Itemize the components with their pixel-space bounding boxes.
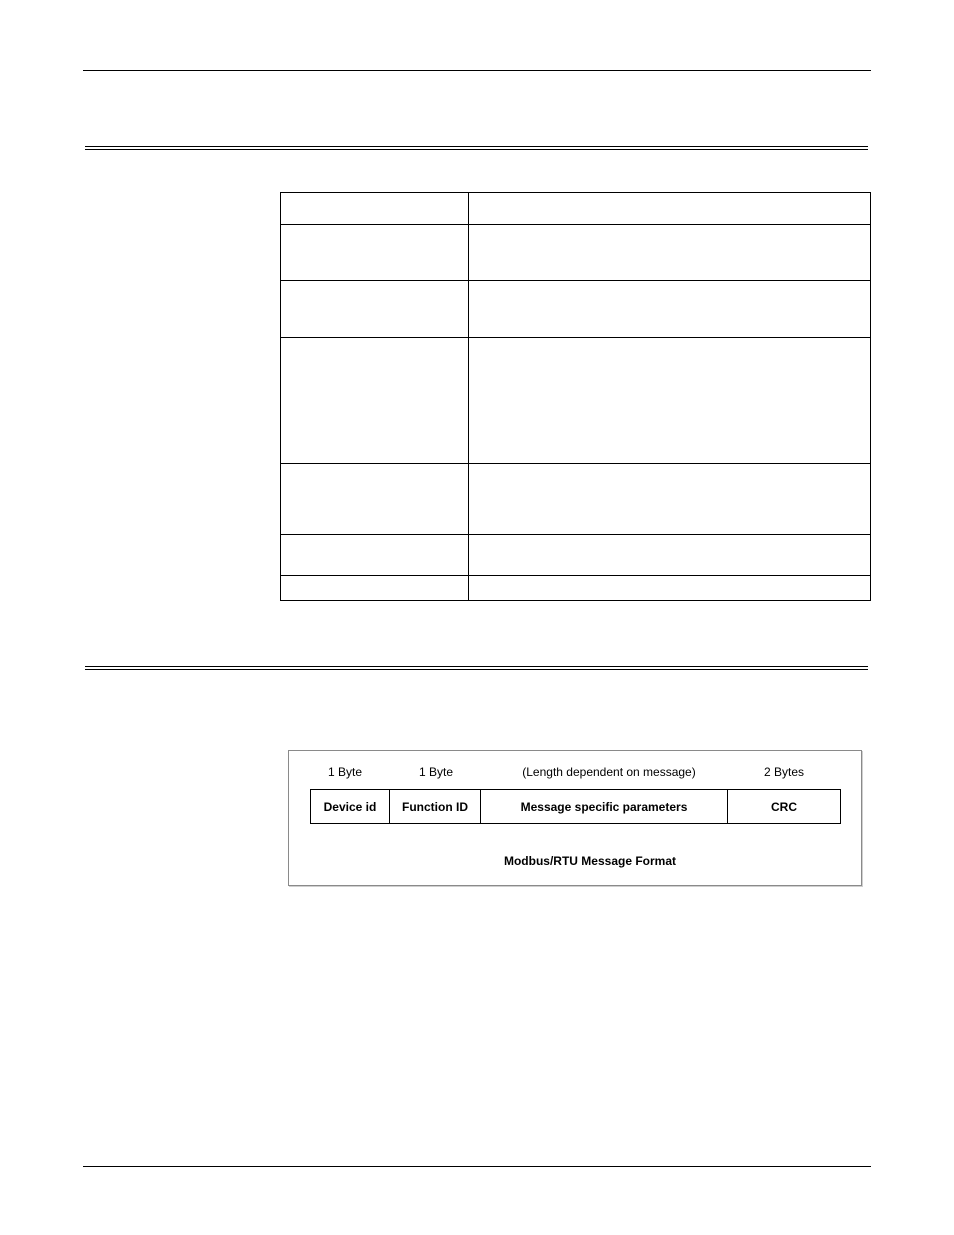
table-cell xyxy=(281,464,469,535)
table-cell xyxy=(469,338,871,464)
function-id-field: Function ID xyxy=(390,790,481,823)
figure-caption: Modbus/RTU Message Format xyxy=(503,854,677,868)
device-id-size-label: 1 Byte xyxy=(327,765,363,779)
table-cell xyxy=(281,193,469,225)
table-cell xyxy=(469,225,871,281)
table-cell xyxy=(469,464,871,535)
table-row xyxy=(281,535,871,576)
device-id-field: Device id xyxy=(311,790,390,823)
table-cell xyxy=(469,281,871,338)
frame-fields-row xyxy=(310,789,841,824)
table-cell xyxy=(469,193,871,225)
table-row xyxy=(281,576,871,601)
table-cell xyxy=(281,535,469,576)
table-cell xyxy=(469,576,871,601)
table-cell xyxy=(281,225,469,281)
table-cell xyxy=(281,576,469,601)
table-cell xyxy=(281,281,469,338)
section-divider xyxy=(85,666,868,670)
table-row xyxy=(281,281,871,338)
table-cell xyxy=(281,338,469,464)
table-cell xyxy=(469,535,871,576)
table-row xyxy=(281,338,871,464)
spec-table xyxy=(280,192,871,601)
table-row xyxy=(281,464,871,535)
function-id-size-label: 1 Byte xyxy=(418,765,454,779)
modbus-frame-diagram xyxy=(288,750,862,886)
message-params-size-label: (Length dependent on message) xyxy=(522,765,696,779)
table-row xyxy=(281,193,871,225)
footer-rule xyxy=(83,1166,871,1167)
section-divider xyxy=(85,146,868,150)
message-params-field: Message specific parameters xyxy=(481,790,728,823)
header-rule xyxy=(83,70,871,71)
table-row xyxy=(281,225,871,281)
crc-size-label: 2 Bytes xyxy=(763,765,805,779)
crc-field: CRC xyxy=(771,799,797,814)
